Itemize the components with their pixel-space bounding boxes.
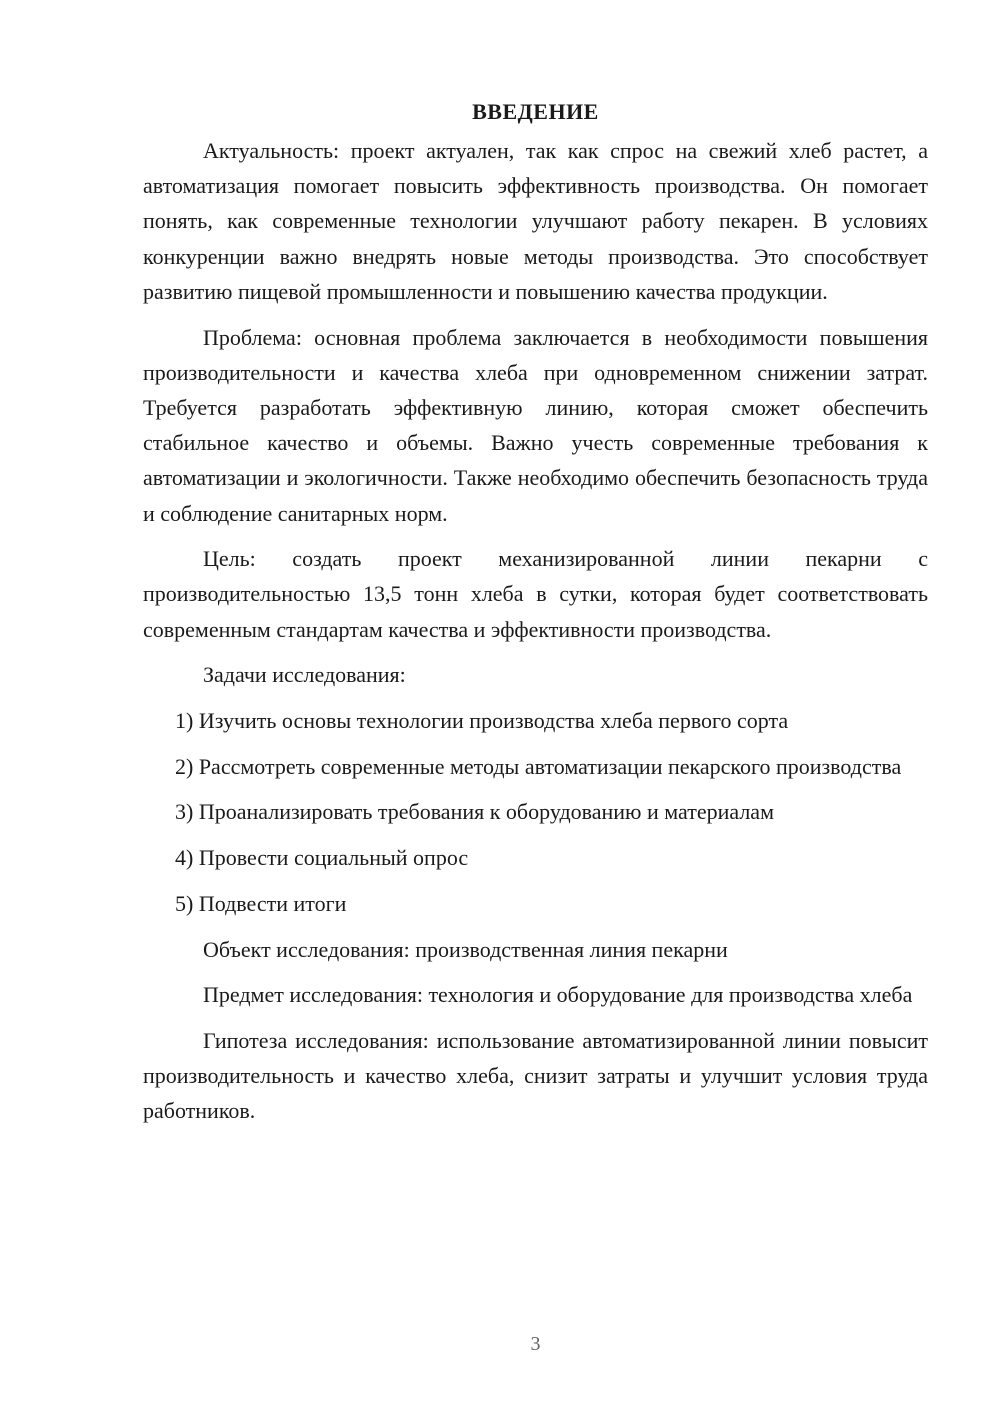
task-item-2: 2) Рассмотреть современные методы автоматизации пекарского производства — [175, 753, 902, 779]
page-title: ВВЕДЕНИЕ — [472, 99, 599, 124]
object-paragraph: Объект исследования: производственная линия пекарни — [203, 936, 728, 962]
tasks-heading: Задачи исследования: — [203, 662, 406, 688]
hypothesis-paragraph: Гипотеза исследования: использование автоматизированной линии повысит производительность и качество хлеба, снизит затраты и улучшит условия труда работников. — [143, 1027, 928, 1124]
task-item-4: 4) Провести социальный опрос — [175, 845, 469, 871]
goal-paragraph: Цель: создать проект механизированной линии пекарни с производительностью 13,5 тонн хлеба в сутки, которая будет соответствовать современным стандартам качества и эффективности производства. — [143, 546, 928, 642]
subject-paragraph: Предмет исследования: технология и оборудование для производства хлеба — [203, 982, 913, 1008]
page-number: 3 — [530, 1333, 541, 1355]
task-item-1: 1) Изучить основы технологии производства хлеба первого сорта — [175, 708, 789, 734]
task-item-5: 5) Подвести итоги — [175, 890, 347, 916]
task-item-3: 3) Проанализировать требования к оборудованию и материалам — [175, 799, 774, 825]
problem-paragraph: Проблема: основная проблема заключается в необходимости повышения производительности и качества хлеба при одновременном снижении затрат. Требуется разработать эффективную линию, которая сможет обеспечить стабильное качество и объемы. Важно учесть современные требования к автоматизации и экологичности. Также необходимо обеспечить безопасность труда и соблюдение санитарных норм. — [143, 324, 928, 526]
relevance-paragraph: Актуальность: проект актуален, так как спрос на свежий хлеб растет, а автоматизация помогает повысить эффективность производства. Он помогает понять, как современные технологии улучшают работу пекарен. В условиях конкуренции важно внедрять новые методы производства. Это способствует развитию пищевой промышленности и повышению качества продукции. — [143, 138, 928, 304]
